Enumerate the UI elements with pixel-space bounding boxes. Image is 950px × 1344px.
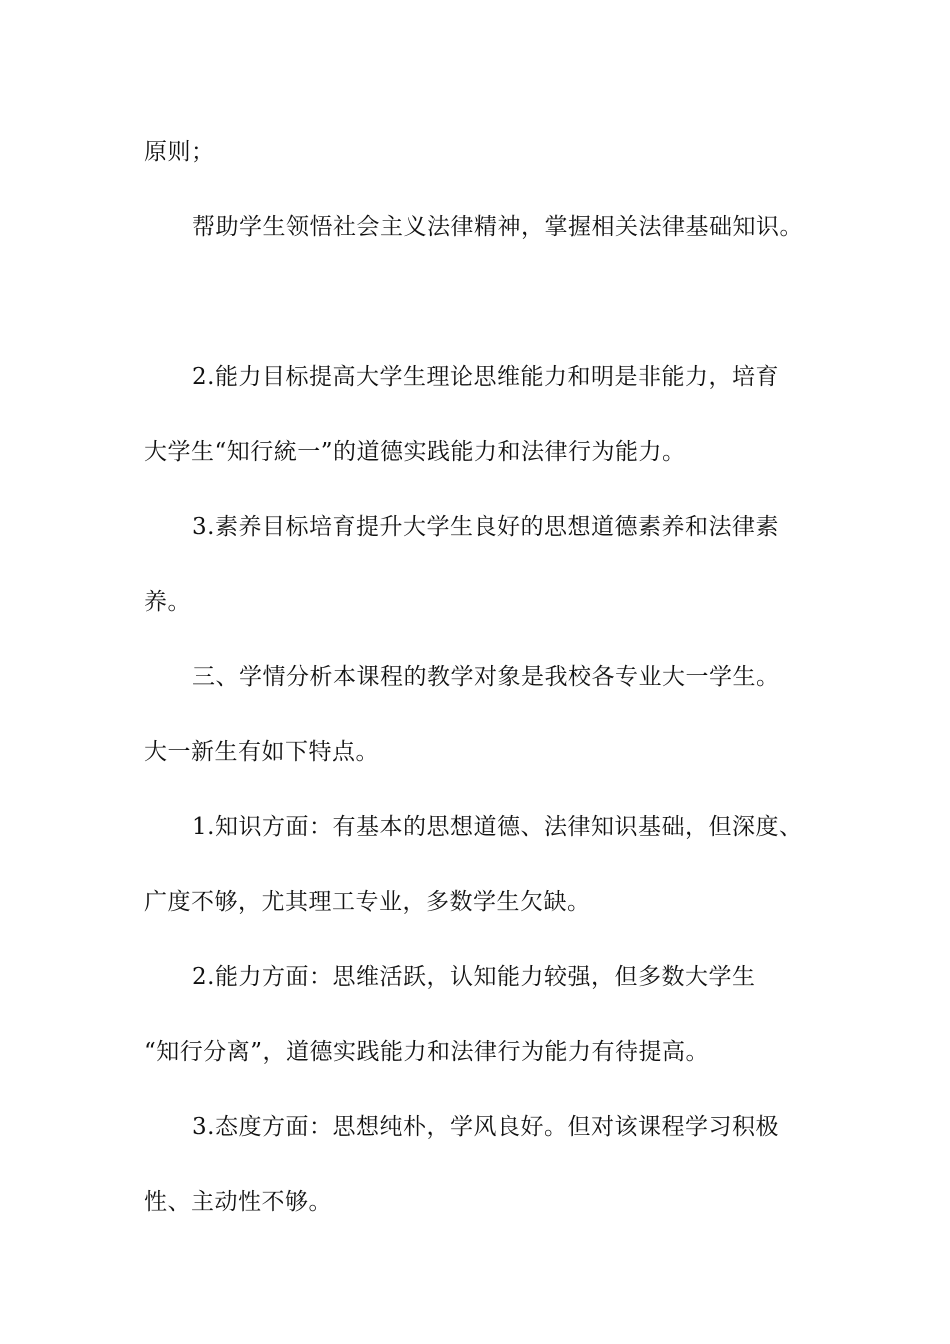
text-line-attitude: 3.态度方面：思想纯朴，学风良好。但对该课程学习积极 bbox=[192, 1114, 779, 1140]
text-line-attitude-cont: 性、主动性不够。 bbox=[144, 1189, 332, 1215]
text-line-law-spirit: 帮助学生领悟社会主义法律精神，掌握相关法律基础知识。 bbox=[192, 214, 803, 240]
text-line-ability-goal-cont: 大学生“知行統一”的道德实践能力和法律行为能力。 bbox=[144, 439, 686, 465]
text-line-ability-cont: “知行分离”，道德实践能力和法律行为能力有待提高。 bbox=[144, 1039, 710, 1065]
text-line-ability-goal: 2.能力目标提高大学生理论思维能力和明是非能力，培育 bbox=[192, 364, 779, 390]
text-line-principle: 原则； bbox=[144, 139, 215, 165]
text-line-knowledge: 1.知识方面：有基本的思想道德、法律知识基础，但深度、 bbox=[192, 814, 803, 840]
section-heading-learner-analysis: 三、学情分析本课程的教学对象是我校各专业大一学生。 bbox=[192, 664, 780, 690]
text-line-literacy-goal-cont: 养。 bbox=[144, 589, 191, 615]
text-line-ability: 2.能力方面：思维活跃，认知能力较强，但多数大学生 bbox=[192, 964, 756, 990]
text-line-literacy-goal: 3.素养目标培育提升大学生良好的思想道德素养和法律素 bbox=[192, 514, 779, 540]
text-line-freshmen-traits: 大一新生有如下特点。 bbox=[144, 739, 379, 765]
text-line-knowledge-cont: 广度不够，尤其理工专业，多数学生欠缺。 bbox=[144, 889, 591, 915]
